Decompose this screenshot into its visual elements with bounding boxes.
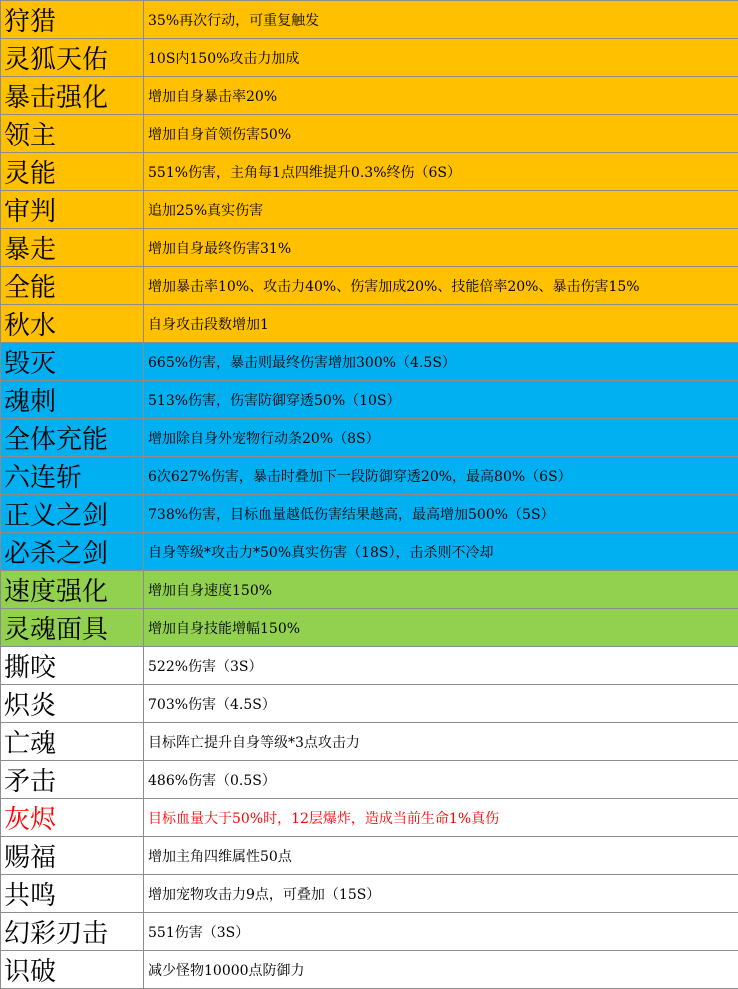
table-row <box>1 381 738 419</box>
table-row <box>1 305 738 343</box>
skill-name-cell[interactable]: 领主 <box>1 115 144 153</box>
skill-desc-cell[interactable]: 增加自身速度150% <box>144 571 738 609</box>
table-row <box>1 533 738 571</box>
skill-name-cell[interactable]: 炽炎 <box>1 685 144 723</box>
skill-desc-cell[interactable]: 35%再次行动，可重复触发 <box>144 1 738 39</box>
skill-name-cell[interactable]: 撕咬 <box>1 647 144 685</box>
table-row <box>1 1 738 39</box>
skill-desc-cell[interactable]: 增加自身最终伤害31% <box>144 229 738 267</box>
table-row <box>1 343 738 381</box>
skill-desc-cell[interactable]: 738%伤害，目标血量越低伤害结果越高，最高增加500%（5S） <box>144 495 738 533</box>
skill-name-cell[interactable]: 全体充能 <box>1 419 144 457</box>
table-row <box>1 799 738 837</box>
table-row <box>1 267 738 305</box>
skill-name-cell[interactable]: 灵狐天佑 <box>1 39 144 77</box>
skill-name-cell[interactable]: 赐福 <box>1 837 144 875</box>
table-row <box>1 571 738 609</box>
skill-desc-cell[interactable]: 目标血量大于50%时，12层爆炸，造成当前生命1%真伤 <box>144 799 738 837</box>
table-row <box>1 837 738 875</box>
skill-desc-cell[interactable]: 513%伤害，伤害防御穿透50%（10S） <box>144 381 738 419</box>
table-row <box>1 495 738 533</box>
skill-desc-cell[interactable]: 减少怪物10000点防御力 <box>144 951 738 989</box>
skill-desc-cell[interactable]: 增加除自身外宠物行动条20%（8S） <box>144 419 738 457</box>
skill-desc-cell[interactable]: 增加自身技能增幅150% <box>144 609 738 647</box>
table-row <box>1 229 738 267</box>
skill-name-cell[interactable]: 灵魂面具 <box>1 609 144 647</box>
skill-name-cell[interactable]: 审判 <box>1 191 144 229</box>
table-row <box>1 153 738 191</box>
skill-name-cell[interactable]: 灰烬 <box>1 799 144 837</box>
skill-name-cell[interactable]: 狩猎 <box>1 1 144 39</box>
skill-desc-cell[interactable]: 自身攻击段数增加1 <box>144 305 738 343</box>
table-row <box>1 419 738 457</box>
skill-name-cell[interactable]: 暴击强化 <box>1 77 144 115</box>
skill-name-cell[interactable]: 毁灭 <box>1 343 144 381</box>
table-row <box>1 191 738 229</box>
skill-name-cell[interactable]: 共鸣 <box>1 875 144 913</box>
skill-desc-cell[interactable]: 增加暴击率10%、攻击力40%、伤害加成20%、技能倍率20%、暴击伤害15% <box>144 267 738 305</box>
table-row <box>1 875 738 913</box>
skill-desc-cell[interactable]: 665%伤害，暴击则最终伤害增加300%（4.5S） <box>144 343 738 381</box>
skill-name-cell[interactable]: 必杀之剑 <box>1 533 144 571</box>
skill-desc-cell[interactable]: 增加自身暴击率20% <box>144 77 738 115</box>
skill-desc-cell[interactable]: 6次627%伤害，暴击时叠加下一段防御穿透20%，最高80%（6S） <box>144 457 738 495</box>
table-row <box>1 951 738 989</box>
table-row <box>1 609 738 647</box>
table-row <box>1 77 738 115</box>
skill-name-cell[interactable]: 秋水 <box>1 305 144 343</box>
table-row <box>1 761 738 799</box>
skill-name-cell[interactable]: 识破 <box>1 951 144 989</box>
skill-desc-cell[interactable]: 增加自身首领伤害50% <box>144 115 738 153</box>
skill-desc-cell[interactable]: 自身等级*攻击力*50%真实伤害（18S），击杀则不冷却 <box>144 533 738 571</box>
table-row <box>1 39 738 77</box>
skill-desc-cell[interactable]: 增加主角四维属性50点 <box>144 837 738 875</box>
skill-desc-cell[interactable]: 10S内150%攻击力加成 <box>144 39 738 77</box>
skill-desc-cell[interactable]: 703%伤害（4.5S） <box>144 685 738 723</box>
skill-name-cell[interactable]: 矛击 <box>1 761 144 799</box>
skill-name-cell[interactable]: 暴走 <box>1 229 144 267</box>
skill-name-cell[interactable]: 幻彩刃击 <box>1 913 144 951</box>
skill-desc-cell[interactable]: 551伤害（3S） <box>144 913 738 951</box>
skill-name-cell[interactable]: 速度强化 <box>1 571 144 609</box>
skill-desc-cell[interactable]: 486%伤害（0.5S） <box>144 761 738 799</box>
skill-desc-cell[interactable]: 目标阵亡提升自身等级*3点攻击力 <box>144 723 738 761</box>
skill-desc-cell[interactable]: 551%伤害，主角每1点四维提升0.3%终伤（6S） <box>144 153 738 191</box>
table-row <box>1 913 738 951</box>
skill-name-cell[interactable]: 正义之剑 <box>1 495 144 533</box>
table-row <box>1 685 738 723</box>
skill-name-cell[interactable]: 六连斩 <box>1 457 144 495</box>
skill-name-cell[interactable]: 全能 <box>1 267 144 305</box>
table-row <box>1 723 738 761</box>
skill-desc-cell[interactable]: 增加宠物攻击力9点，可叠加（15S） <box>144 875 738 913</box>
skill-name-cell[interactable]: 灵能 <box>1 153 144 191</box>
table-row <box>1 647 738 685</box>
table-row <box>1 457 738 495</box>
table-row <box>1 115 738 153</box>
skill-name-cell[interactable]: 亡魂 <box>1 723 144 761</box>
skill-desc-cell[interactable]: 522%伤害（3S） <box>144 647 738 685</box>
skill-name-cell[interactable]: 魂刺 <box>1 381 144 419</box>
skill-desc-cell[interactable]: 追加25%真实伤害 <box>144 191 738 229</box>
